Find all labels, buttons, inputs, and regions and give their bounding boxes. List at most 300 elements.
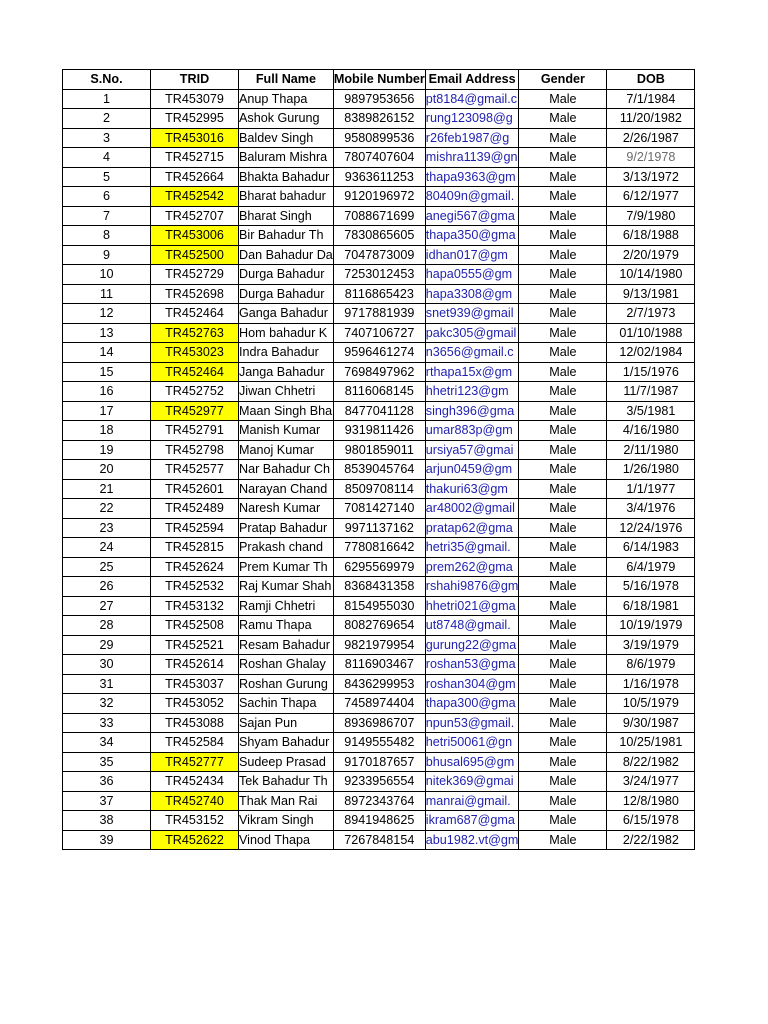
- cell-dob[interactable]: 10/25/1981: [607, 733, 695, 753]
- cell-full-name[interactable]: Sachin Thapa: [239, 694, 334, 714]
- cell-gender[interactable]: Male: [519, 596, 607, 616]
- cell-email-address[interactable]: [425, 148, 519, 168]
- cell-sno[interactable]: 34: [63, 733, 151, 753]
- cell-trid[interactable]: TR452977: [151, 401, 239, 421]
- cell-email-address[interactable]: [425, 479, 519, 499]
- cell-mobile-number[interactable]: 9971137162: [333, 518, 425, 538]
- cell-gender[interactable]: Male: [519, 538, 607, 558]
- cell-trid[interactable]: TR452584: [151, 733, 239, 753]
- cell-sno[interactable]: 28: [63, 616, 151, 636]
- cell-gender[interactable]: Male: [519, 713, 607, 733]
- cell-mobile-number[interactable]: 7807407604: [333, 148, 425, 168]
- cell-trid[interactable]: TR452815: [151, 538, 239, 558]
- cell-mobile-number[interactable]: 8941948625: [333, 811, 425, 831]
- cell-sno[interactable]: 25: [63, 557, 151, 577]
- cell-dob[interactable]: 2/11/1980: [607, 440, 695, 460]
- cell-full-name[interactable]: Bhakta Bahadur: [239, 167, 334, 187]
- cell-trid[interactable]: TR453006: [151, 226, 239, 246]
- cell-email-address[interactable]: [425, 187, 519, 207]
- cell-gender[interactable]: Male: [519, 479, 607, 499]
- cell-email-address[interactable]: [425, 206, 519, 226]
- cell-mobile-number[interactable]: 9821979954: [333, 635, 425, 655]
- cell-dob[interactable]: 01/10/1988: [607, 323, 695, 343]
- cell-trid[interactable]: TR453023: [151, 343, 239, 363]
- cell-email-address[interactable]: [425, 362, 519, 382]
- cell-dob[interactable]: 3/13/1972: [607, 167, 695, 187]
- cell-full-name[interactable]: Janga Bahadur: [239, 362, 334, 382]
- cell-sno[interactable]: 36: [63, 772, 151, 792]
- cell-trid[interactable]: TR452995: [151, 109, 239, 129]
- cell-mobile-number[interactable]: 8509708114: [333, 479, 425, 499]
- cell-sno[interactable]: 10: [63, 265, 151, 285]
- cell-trid[interactable]: TR453037: [151, 674, 239, 694]
- cell-gender[interactable]: Male: [519, 440, 607, 460]
- cell-trid[interactable]: TR452489: [151, 499, 239, 519]
- cell-gender[interactable]: Male: [519, 167, 607, 187]
- cell-gender[interactable]: Male: [519, 401, 607, 421]
- cell-trid[interactable]: TR453152: [151, 811, 239, 831]
- cell-dob[interactable]: 6/18/1981: [607, 596, 695, 616]
- cell-full-name[interactable]: Nar Bahadur Ch: [239, 460, 334, 480]
- cell-trid[interactable]: TR452763: [151, 323, 239, 343]
- cell-full-name[interactable]: Tek Bahadur Th: [239, 772, 334, 792]
- cell-dob[interactable]: 9/30/1987: [607, 713, 695, 733]
- cell-gender[interactable]: Male: [519, 635, 607, 655]
- cell-email-address[interactable]: [425, 791, 519, 811]
- table-row: [63, 752, 695, 772]
- table-row: [63, 830, 695, 850]
- cell-sno[interactable]: 17: [63, 401, 151, 421]
- cell-full-name[interactable]: Dan Bahadur Da: [239, 245, 334, 265]
- cell-email-address[interactable]: [425, 713, 519, 733]
- cell-full-name[interactable]: Ganga Bahadur: [239, 304, 334, 324]
- cell-sno[interactable]: 39: [63, 830, 151, 850]
- cell-email-address[interactable]: [425, 616, 519, 636]
- table-row: [63, 440, 695, 460]
- cell-email-address[interactable]: [425, 109, 519, 129]
- cell-dob[interactable]: 12/02/1984: [607, 343, 695, 363]
- cell-email-address[interactable]: [425, 635, 519, 655]
- cell-dob[interactable]: 2/7/1973: [607, 304, 695, 324]
- cell-sno[interactable]: 3: [63, 128, 151, 148]
- cell-trid[interactable]: TR452434: [151, 772, 239, 792]
- cell-email-address[interactable]: [425, 440, 519, 460]
- cell-full-name[interactable]: Anup Thapa: [239, 89, 334, 109]
- cell-gender[interactable]: Male: [519, 830, 607, 850]
- cell-dob[interactable]: 12/24/1976: [607, 518, 695, 538]
- cell-email-address[interactable]: [425, 401, 519, 421]
- cell-dob[interactable]: 11/20/1982: [607, 109, 695, 129]
- cell-gender[interactable]: Male: [519, 187, 607, 207]
- email-link-text: r26feb1987@g: [425, 130, 510, 145]
- cell-trid[interactable]: TR452542: [151, 187, 239, 207]
- cell-mobile-number[interactable]: 7698497962: [333, 362, 425, 382]
- cell-full-name[interactable]: Baldev Singh: [239, 128, 334, 148]
- cell-mobile-number[interactable]: 8477041128: [333, 401, 425, 421]
- cell-trid[interactable]: TR453088: [151, 713, 239, 733]
- cell-email-address[interactable]: [425, 577, 519, 597]
- cell-full-name[interactable]: Bir Bahadur Th: [239, 226, 334, 246]
- cell-full-name[interactable]: Manish Kumar: [239, 421, 334, 441]
- cell-email-address[interactable]: [425, 89, 519, 109]
- cell-mobile-number[interactable]: 9363611253: [333, 167, 425, 187]
- cell-full-name[interactable]: Ashok Gurung: [239, 109, 334, 129]
- cell-mobile-number[interactable]: 9149555482: [333, 733, 425, 753]
- cell-email-address[interactable]: [425, 694, 519, 714]
- cell-trid[interactable]: TR452532: [151, 577, 239, 597]
- cell-mobile-number[interactable]: 8116865423: [333, 284, 425, 304]
- header-full-name[interactable]: Full Name: [239, 70, 334, 90]
- cell-gender[interactable]: Male: [519, 343, 607, 363]
- cell-gender[interactable]: Male: [519, 460, 607, 480]
- cell-gender[interactable]: Male: [519, 109, 607, 129]
- cell-sno[interactable]: 31: [63, 674, 151, 694]
- cell-dob[interactable]: 9/2/1978: [607, 148, 695, 168]
- cell-gender[interactable]: Male: [519, 733, 607, 753]
- cell-trid[interactable]: TR452729: [151, 265, 239, 285]
- cell-gender[interactable]: Male: [519, 616, 607, 636]
- cell-sno[interactable]: 14: [63, 343, 151, 363]
- cell-sno[interactable]: 27: [63, 596, 151, 616]
- cell-trid[interactable]: TR453052: [151, 694, 239, 714]
- cell-mobile-number[interactable]: 7088671699: [333, 206, 425, 226]
- cell-mobile-number[interactable]: 9319811426: [333, 421, 425, 441]
- cell-sno[interactable]: 30: [63, 655, 151, 675]
- header-mobile-number[interactable]: Mobile Number: [333, 70, 425, 90]
- cell-dob[interactable]: 2/26/1987: [607, 128, 695, 148]
- cell-sno[interactable]: 11: [63, 284, 151, 304]
- cell-full-name[interactable]: Durga Bahadur: [239, 284, 334, 304]
- cell-sno[interactable]: 15: [63, 362, 151, 382]
- cell-dob[interactable]: 10/19/1979: [607, 616, 695, 636]
- cell-full-name[interactable]: Ramji Chhetri: [239, 596, 334, 616]
- cell-full-name[interactable]: Indra Bahadur: [239, 343, 334, 363]
- cell-mobile-number[interactable]: 8116903467: [333, 655, 425, 675]
- cell-sno[interactable]: 5: [63, 167, 151, 187]
- table-row: [63, 265, 695, 285]
- cell-full-name[interactable]: Baluram Mishra: [239, 148, 334, 168]
- cell-mobile-number[interactable]: 8116068145: [333, 382, 425, 402]
- cell-mobile-number[interactable]: 9233956554: [333, 772, 425, 792]
- cell-mobile-number[interactable]: 9897953656: [333, 89, 425, 109]
- cell-mobile-number[interactable]: 8368431358: [333, 577, 425, 597]
- cell-sno[interactable]: 9: [63, 245, 151, 265]
- cell-mobile-number[interactable]: 9580899536: [333, 128, 425, 148]
- table-row: [63, 245, 695, 265]
- header-row: [63, 70, 695, 90]
- header-gender[interactable]: Gender: [519, 70, 607, 90]
- cell-trid[interactable]: TR452664: [151, 167, 239, 187]
- cell-email-address[interactable]: [425, 304, 519, 324]
- cell-gender[interactable]: Male: [519, 811, 607, 831]
- cell-sno[interactable]: 6: [63, 187, 151, 207]
- cell-full-name[interactable]: Jiwan Chhetri: [239, 382, 334, 402]
- cell-gender[interactable]: Male: [519, 791, 607, 811]
- cell-mobile-number[interactable]: 7081427140: [333, 499, 425, 519]
- cell-trid[interactable]: TR453016: [151, 128, 239, 148]
- cell-full-name[interactable]: Thak Man Rai: [239, 791, 334, 811]
- cell-dob[interactable]: 2/20/1979: [607, 245, 695, 265]
- cell-trid[interactable]: TR452500: [151, 245, 239, 265]
- cell-email-address[interactable]: [425, 265, 519, 285]
- cell-dob[interactable]: 1/16/1978: [607, 674, 695, 694]
- cell-trid[interactable]: TR452622: [151, 830, 239, 850]
- cell-sno[interactable]: 35: [63, 752, 151, 772]
- cell-full-name[interactable]: Naresh Kumar: [239, 499, 334, 519]
- cell-mobile-number[interactable]: 7253012453: [333, 265, 425, 285]
- cell-full-name[interactable]: Raj Kumar Shah: [239, 577, 334, 597]
- cell-dob[interactable]: 6/18/1988: [607, 226, 695, 246]
- cell-gender[interactable]: Male: [519, 674, 607, 694]
- cell-mobile-number[interactable]: 9717881939: [333, 304, 425, 324]
- table-row: [63, 518, 695, 538]
- cell-dob[interactable]: 10/14/1980: [607, 265, 695, 285]
- cell-mobile-number[interactable]: 9801859011: [333, 440, 425, 460]
- cell-email-address[interactable]: [425, 421, 519, 441]
- cell-email-address[interactable]: [425, 460, 519, 480]
- cell-gender[interactable]: Male: [519, 128, 607, 148]
- cell-dob[interactable]: 6/12/1977: [607, 187, 695, 207]
- cell-dob[interactable]: 3/24/1977: [607, 772, 695, 792]
- cell-full-name[interactable]: Roshan Ghalay: [239, 655, 334, 675]
- cell-dob[interactable]: 3/4/1976: [607, 499, 695, 519]
- email-link-text: ikram687@gma: [425, 813, 515, 828]
- cell-full-name[interactable]: Resam Bahadur: [239, 635, 334, 655]
- cell-mobile-number[interactable]: 8539045764: [333, 460, 425, 480]
- email-link-text: gurung22@gma: [425, 637, 517, 652]
- table-row: [63, 772, 695, 792]
- cell-sno[interactable]: 24: [63, 538, 151, 558]
- cell-mobile-number[interactable]: 9120196972: [333, 187, 425, 207]
- cell-gender[interactable]: Male: [519, 694, 607, 714]
- cell-email-address[interactable]: [425, 323, 519, 343]
- cell-email-address[interactable]: [425, 538, 519, 558]
- cell-email-address[interactable]: [425, 226, 519, 246]
- cell-sno[interactable]: 26: [63, 577, 151, 597]
- cell-sno[interactable]: 12: [63, 304, 151, 324]
- cell-gender[interactable]: Male: [519, 518, 607, 538]
- cell-full-name[interactable]: Narayan Chand: [239, 479, 334, 499]
- cell-email-address[interactable]: [425, 772, 519, 792]
- cell-gender[interactable]: Male: [519, 148, 607, 168]
- header-sno[interactable]: S.No.: [63, 70, 151, 90]
- cell-gender[interactable]: Male: [519, 499, 607, 519]
- cell-gender[interactable]: Male: [519, 245, 607, 265]
- cell-dob[interactable]: 7/9/1980: [607, 206, 695, 226]
- cell-dob[interactable]: 6/14/1983: [607, 538, 695, 558]
- cell-full-name[interactable]: Roshan Gurung: [239, 674, 334, 694]
- cell-email-address[interactable]: [425, 655, 519, 675]
- cell-email-address[interactable]: [425, 752, 519, 772]
- cell-mobile-number[interactable]: 7830865605: [333, 226, 425, 246]
- header-trid[interactable]: TRID: [151, 70, 239, 90]
- cell-mobile-number[interactable]: 8972343764: [333, 791, 425, 811]
- cell-trid[interactable]: TR452594: [151, 518, 239, 538]
- cell-email-address[interactable]: [425, 557, 519, 577]
- cell-dob[interactable]: 10/5/1979: [607, 694, 695, 714]
- cell-sno[interactable]: 38: [63, 811, 151, 831]
- cell-trid[interactable]: TR453079: [151, 89, 239, 109]
- cell-trid[interactable]: TR452521: [151, 635, 239, 655]
- email-link-text: hetri50061@gn: [425, 735, 513, 750]
- cell-sno[interactable]: 18: [63, 421, 151, 441]
- cell-gender[interactable]: Male: [519, 557, 607, 577]
- cell-trid[interactable]: TR452707: [151, 206, 239, 226]
- cell-full-name[interactable]: Hom bahadur K: [239, 323, 334, 343]
- cell-mobile-number[interactable]: 9596461274: [333, 343, 425, 363]
- cell-email-address[interactable]: [425, 343, 519, 363]
- cell-mobile-number[interactable]: 9170187657: [333, 752, 425, 772]
- cell-full-name[interactable]: Sudeep Prasad: [239, 752, 334, 772]
- cell-sno[interactable]: 37: [63, 791, 151, 811]
- cell-dob[interactable]: 2/22/1982: [607, 830, 695, 850]
- cell-mobile-number[interactable]: 8154955030: [333, 596, 425, 616]
- cell-trid[interactable]: TR452715: [151, 148, 239, 168]
- cell-gender[interactable]: Male: [519, 304, 607, 324]
- cell-gender[interactable]: Male: [519, 226, 607, 246]
- cell-gender[interactable]: Male: [519, 382, 607, 402]
- cell-gender[interactable]: Male: [519, 421, 607, 441]
- cell-dob[interactable]: 11/7/1987: [607, 382, 695, 402]
- cell-sno[interactable]: 32: [63, 694, 151, 714]
- cell-full-name[interactable]: Bharat Singh: [239, 206, 334, 226]
- cell-dob[interactable]: 8/6/1979: [607, 655, 695, 675]
- cell-trid[interactable]: TR452601: [151, 479, 239, 499]
- cell-full-name[interactable]: Vikram Singh: [239, 811, 334, 831]
- cell-mobile-number[interactable]: 8082769654: [333, 616, 425, 636]
- cell-dob[interactable]: 3/19/1979: [607, 635, 695, 655]
- cell-mobile-number[interactable]: 7267848154: [333, 830, 425, 850]
- cell-dob[interactable]: 1/15/1976: [607, 362, 695, 382]
- cell-mobile-number[interactable]: 7458974404: [333, 694, 425, 714]
- cell-dob[interactable]: 7/1/1984: [607, 89, 695, 109]
- cell-full-name[interactable]: Ramu Thapa: [239, 616, 334, 636]
- cell-gender[interactable]: Male: [519, 284, 607, 304]
- cell-full-name[interactable]: Maan Singh Bha: [239, 401, 334, 421]
- table-row: [63, 674, 695, 694]
- cell-full-name[interactable]: Durga Bahadur: [239, 265, 334, 285]
- cell-email-address[interactable]: [425, 596, 519, 616]
- cell-gender[interactable]: Male: [519, 206, 607, 226]
- cell-email-address[interactable]: [425, 128, 519, 148]
- cell-trid[interactable]: TR452798: [151, 440, 239, 460]
- cell-gender[interactable]: Male: [519, 362, 607, 382]
- cell-trid[interactable]: TR452624: [151, 557, 239, 577]
- cell-dob[interactable]: 5/16/1978: [607, 577, 695, 597]
- email-link-text: n3656@gmail.c: [425, 345, 514, 360]
- header-email-address[interactable]: Email Address: [425, 70, 519, 90]
- cell-mobile-number[interactable]: 7047873009: [333, 245, 425, 265]
- cell-full-name[interactable]: Sajan Pun: [239, 713, 334, 733]
- cell-mobile-number[interactable]: 7780816642: [333, 538, 425, 558]
- cell-sno[interactable]: 23: [63, 518, 151, 538]
- header-dob[interactable]: DOB: [607, 70, 695, 90]
- cell-mobile-number[interactable]: 6295569979: [333, 557, 425, 577]
- cell-email-address[interactable]: [425, 284, 519, 304]
- cell-trid[interactable]: TR452464: [151, 304, 239, 324]
- cell-full-name[interactable]: Vinod Thapa: [239, 830, 334, 850]
- cell-sno[interactable]: 29: [63, 635, 151, 655]
- cell-sno[interactable]: 19: [63, 440, 151, 460]
- cell-full-name[interactable]: Prem Kumar Th: [239, 557, 334, 577]
- cell-dob[interactable]: 1/26/1980: [607, 460, 695, 480]
- cell-gender[interactable]: Male: [519, 577, 607, 597]
- cell-gender[interactable]: Male: [519, 655, 607, 675]
- cell-sno[interactable]: 7: [63, 206, 151, 226]
- cell-dob[interactable]: 6/4/1979: [607, 557, 695, 577]
- cell-full-name[interactable]: Manoj Kumar: [239, 440, 334, 460]
- cell-dob[interactable]: 12/8/1980: [607, 791, 695, 811]
- email-link-text: anegi567@gma: [425, 208, 515, 223]
- cell-dob[interactable]: 6/15/1978: [607, 811, 695, 831]
- email-link-text: npun53@gmail.: [425, 715, 515, 730]
- cell-email-address[interactable]: [425, 518, 519, 538]
- cell-sno[interactable]: 21: [63, 479, 151, 499]
- cell-email-address[interactable]: [425, 499, 519, 519]
- cell-trid[interactable]: TR452698: [151, 284, 239, 304]
- cell-email-address[interactable]: [425, 245, 519, 265]
- cell-email-address[interactable]: [425, 733, 519, 753]
- cell-gender[interactable]: Male: [519, 323, 607, 343]
- cell-trid[interactable]: TR452740: [151, 791, 239, 811]
- cell-sno[interactable]: 33: [63, 713, 151, 733]
- cell-sno[interactable]: 22: [63, 499, 151, 519]
- email-link-text: hetri35@gmail.: [425, 540, 511, 555]
- email-link-text: hapa3308@gm: [425, 286, 513, 301]
- cell-full-name[interactable]: Shyam Bahadur: [239, 733, 334, 753]
- cell-mobile-number[interactable]: 7407106727: [333, 323, 425, 343]
- cell-gender[interactable]: Male: [519, 752, 607, 772]
- cell-sno[interactable]: 4: [63, 148, 151, 168]
- cell-mobile-number[interactable]: 8436299953: [333, 674, 425, 694]
- cell-sno[interactable]: 1: [63, 89, 151, 109]
- cell-mobile-number[interactable]: 8389826152: [333, 109, 425, 129]
- email-link-text: hapa0555@gm: [425, 267, 513, 282]
- cell-full-name[interactable]: Pratap Bahadur: [239, 518, 334, 538]
- cell-trid[interactable]: TR452464: [151, 362, 239, 382]
- cell-trid[interactable]: TR452791: [151, 421, 239, 441]
- cell-email-address[interactable]: [425, 811, 519, 831]
- table-row: [63, 460, 695, 480]
- cell-gender[interactable]: Male: [519, 89, 607, 109]
- cell-sno[interactable]: 13: [63, 323, 151, 343]
- cell-sno[interactable]: 20: [63, 460, 151, 480]
- cell-sno[interactable]: 8: [63, 226, 151, 246]
- cell-email-address[interactable]: [425, 382, 519, 402]
- cell-trid[interactable]: TR452577: [151, 460, 239, 480]
- cell-email-address[interactable]: [425, 674, 519, 694]
- cell-gender[interactable]: Male: [519, 772, 607, 792]
- cell-email-address[interactable]: [425, 830, 519, 850]
- cell-dob[interactable]: 1/1/1977: [607, 479, 695, 499]
- cell-full-name[interactable]: Bharat bahadur: [239, 187, 334, 207]
- cell-sno[interactable]: 2: [63, 109, 151, 129]
- cell-dob[interactable]: 8/22/1982: [607, 752, 695, 772]
- cell-dob[interactable]: 3/5/1981: [607, 401, 695, 421]
- cell-trid[interactable]: TR453132: [151, 596, 239, 616]
- cell-gender[interactable]: Male: [519, 265, 607, 285]
- cell-email-address[interactable]: [425, 167, 519, 187]
- cell-trid[interactable]: TR452614: [151, 655, 239, 675]
- cell-trid[interactable]: TR452752: [151, 382, 239, 402]
- cell-trid[interactable]: TR452777: [151, 752, 239, 772]
- cell-dob[interactable]: 9/13/1981: [607, 284, 695, 304]
- cell-trid[interactable]: TR452508: [151, 616, 239, 636]
- cell-sno[interactable]: 16: [63, 382, 151, 402]
- cell-dob[interactable]: 4/16/1980: [607, 421, 695, 441]
- cell-full-name[interactable]: Prakash chand: [239, 538, 334, 558]
- cell-mobile-number[interactable]: 8936986707: [333, 713, 425, 733]
